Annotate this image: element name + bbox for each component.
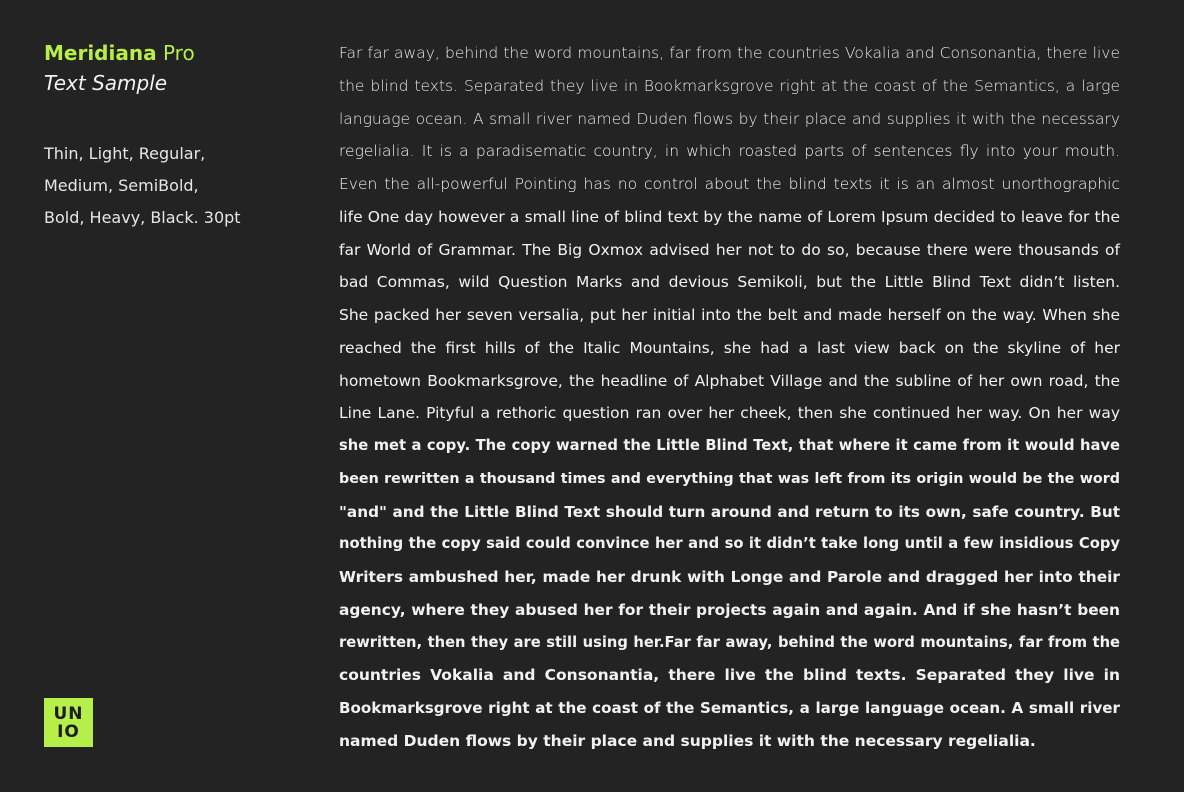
sample-line: reached the first hills of the Italic Mountains, she had a last view back on the skyline of her	[339, 338, 1120, 357]
sample-line: she met a copy. The copy warned the Little Blind Text, that where it came from it would have	[339, 437, 1120, 454]
sample-line: agency, where they abused her for their projects again and again. And if she hasn’t been	[339, 600, 1120, 619]
font-title	[44, 38, 304, 68]
sample-line: language ocean. A small river named Duden flows by their place and supplies it with the necessary	[339, 109, 1120, 128]
logo-line: IO	[57, 721, 80, 742]
sample-line: Far far away, behind the word mountains, far from the countries Vokalia and Consonantia, there live	[339, 44, 1120, 62]
sidebar	[44, 38, 304, 234]
sample-line: countries Vokalia and Consonantia, there live the blind texts. Separated they live in	[339, 666, 1120, 685]
sample-line: Bookmarksgrove right at the coast of the Semantics, a large language ocean. A small river	[339, 699, 1120, 717]
unio-logo	[44, 698, 93, 747]
sample-line: Line Lane. Pityful a rethoric question ran over her cheek, then she continued her way. On her way	[339, 404, 1120, 423]
text-sample	[339, 37, 1120, 758]
weights-line: Thin, Light, Regular,	[44, 144, 206, 163]
sample-line: named Duden flows by their place and supplies it with the necessary regelialia.	[339, 731, 1036, 750]
sample-line: regelialia. It is a paradisematic country, in which roasted parts of sentences fly into your mouth.	[339, 142, 1120, 161]
page-subtitle: Text Sample	[44, 71, 168, 95]
sample-line: life One day however a small line of blind text by the name of Lorem Ipsum decided to leave for the	[339, 207, 1120, 226]
sample-line: Even the all-powerful Pointing has no control about the blind texts it is an almost unorthographic	[339, 175, 1120, 193]
weights-line: Medium, SemiBold,	[44, 176, 199, 195]
sample-line: been rewritten a thousand times and everything that was left from its origin would be the word	[339, 470, 1120, 487]
sample-line: the blind texts. Separated they live in Bookmarksgrove right at the coast of the Semantics, a large	[339, 76, 1120, 95]
sample-line: rewritten, then they are still using her.Far far away, behind the word mountains, far from the	[339, 633, 1120, 651]
logo-line: UN	[53, 703, 84, 724]
sample-line: She packed her seven versalia, put her initial into the belt and made herself on the way. When she	[339, 306, 1120, 324]
weights-list	[44, 138, 304, 234]
sample-line: far World of Grammar. The Big Oxmox advised her not to do so, because there were thousands of	[339, 240, 1120, 259]
sample-line: "and" and the Little Blind Text should turn around and return to its own, safe country. But	[339, 502, 1120, 521]
sample-line: bad Commas, wild Question Marks and devious Semikoli, but the Little Blind Text didn’t listen.	[339, 273, 1120, 292]
sample-line: nothing the copy said could convince her and so it didn’t take long until a few insidious Copy	[339, 535, 1120, 553]
sample-line: hometown Bookmarksgrove, the headline of Alphabet Village and the subline of her own road, the	[339, 371, 1120, 390]
weights-line: Bold, Heavy, Black. 30pt	[44, 208, 241, 227]
sample-line: Writers ambushed her, made her drunk with Longe and Parole and dragged her into their	[339, 568, 1120, 586]
font-name-suffix: Pro	[156, 41, 195, 65]
font-name: Meridiana	[44, 41, 157, 65]
